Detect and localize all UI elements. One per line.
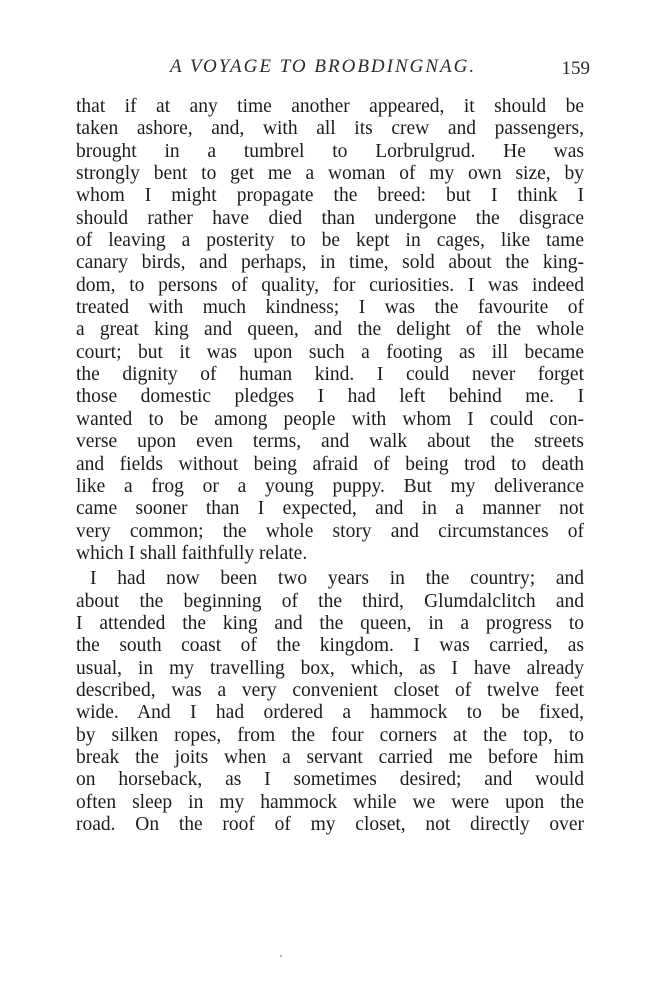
text-line: very common; the whole story and circumstances of <box>76 520 584 542</box>
text-line: wide. And I had ordered a hammock to be fixed, <box>76 702 584 724</box>
text-line: by silken ropes, from the four corners at the top, to <box>76 724 584 746</box>
running-title: A VOYAGE TO BROBDINGNAG. <box>170 56 477 77</box>
text-line: strongly bent to get me a woman of my own size, by <box>76 163 584 185</box>
text-line: the south coast of the kingdom. I was carried, as <box>76 635 584 657</box>
text-line: canary birds, and perhaps, in time, sold about the king- <box>76 252 584 274</box>
text-line: I attended the king and the queen, in a progress to <box>76 612 584 634</box>
text-line: like a frog or a young puppy. But my deliverance <box>76 475 584 497</box>
running-head <box>70 56 590 86</box>
text-line: often sleep in my hammock while we were upon the <box>76 791 584 813</box>
print-speck <box>280 955 282 957</box>
text-line: a great king and queen, and the delight of the whole <box>76 319 584 341</box>
page-number: 159 <box>561 58 590 79</box>
text-line: should rather have died than undergone the disgrace <box>76 207 584 229</box>
text-line: which I shall faithfully relate. <box>76 542 308 564</box>
text-line: court; but it was upon such a footing as ill became <box>76 341 584 363</box>
text-line: came sooner than I expected, and in a manner not <box>76 498 584 520</box>
text-line: whom I might propagate the breed: but I think I <box>76 185 584 207</box>
text-line: those domestic pledges I had left behind me. I <box>76 386 584 408</box>
text-line: verse upon even terms, and walk about the streets <box>76 431 584 453</box>
text-line: road. On the roof of my closet, not directly over <box>76 814 584 835</box>
text-line: that if at any time another appeared, it should be <box>76 96 584 117</box>
text-line: about the beginning of the third, Glumdalclitch and <box>76 590 584 612</box>
text-line: usual, in my travelling box, which, as I have already <box>76 657 584 679</box>
text-line: on horseback, as I sometimes desired; and would <box>76 769 584 791</box>
text-line: treated with much kindness; I was the favourite of <box>76 297 584 319</box>
text-line: taken ashore, and, with all its crew and passengers, <box>76 118 584 140</box>
text-line: dom, to persons of quality, for curiosities. I was indeed <box>76 274 584 296</box>
body-text <box>76 96 584 836</box>
paragraph-1 <box>76 96 584 565</box>
text-line: of leaving a posterity to be kept in cages, like tame <box>76 230 584 252</box>
paragraph-2 <box>76 568 584 836</box>
text-line: break the joits when a servant carried me before him <box>76 746 584 768</box>
text-line: I had now been two years in the country; and <box>90 568 584 590</box>
text-line: described, was a very convenient closet of twelve feet <box>76 679 584 701</box>
text-line: brought in a tumbrel to Lorbrulgrud. He was <box>76 140 584 162</box>
text-line: wanted to be among people with whom I could con- <box>76 408 584 430</box>
text-line: and fields without being afraid of being trod to death <box>76 453 584 475</box>
text-line: the dignity of human kind. I could never forget <box>76 364 584 386</box>
